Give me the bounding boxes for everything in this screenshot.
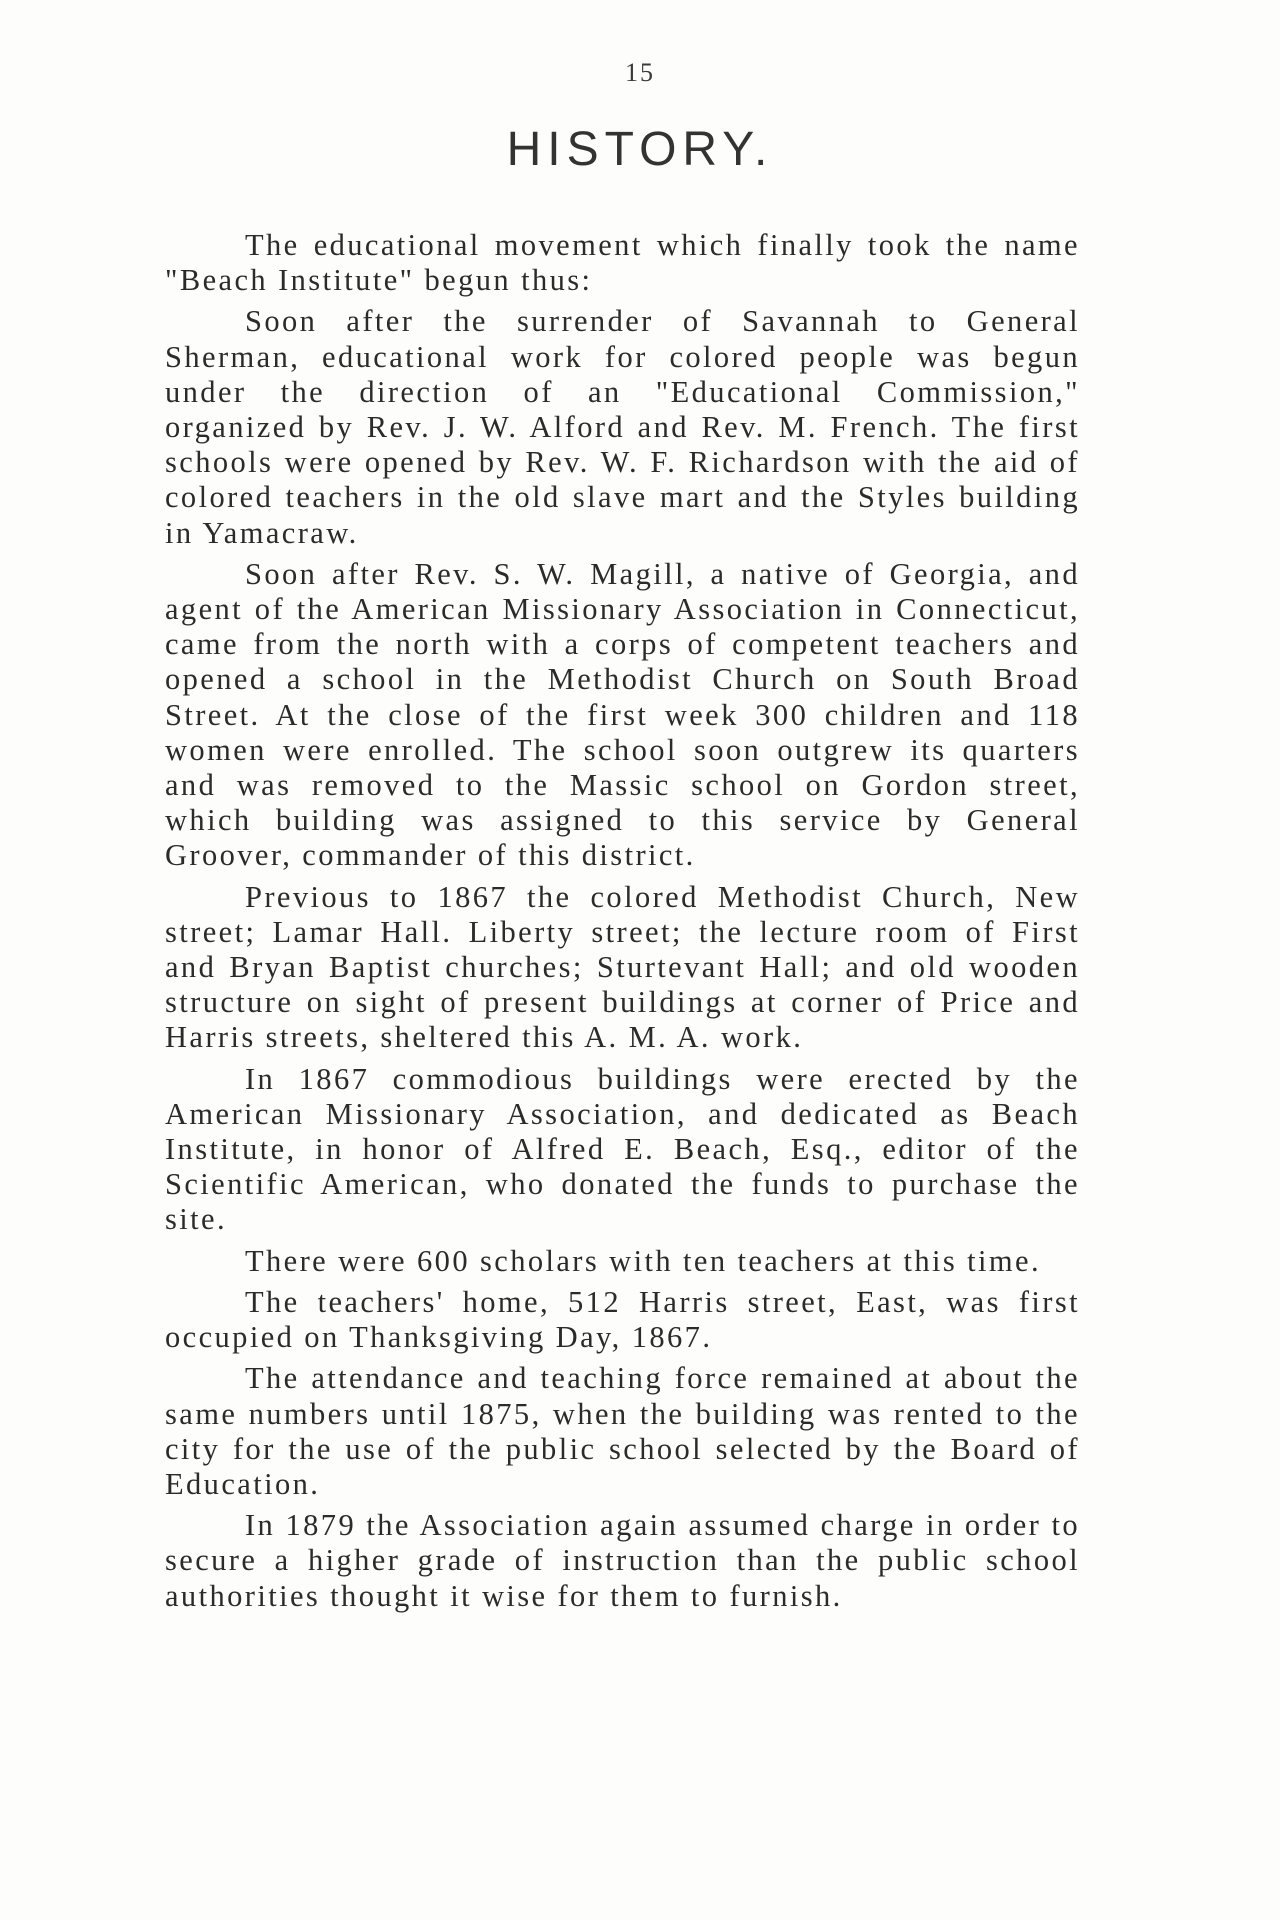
paragraph-building-rented: The attendance and teaching force remained at about the same numbers until 1875, when the building was rented to the city for the use of the public school selected by the Board of Education. bbox=[165, 1361, 1080, 1501]
paragraph-beach-institute-built: In 1867 commodious buildings were erected by the American Missionary Association, and dedicated as Beach Institute, in honor of Alfred E. Beach, Esq., editor of the Scientific American, who donated the funds to purchase the site. bbox=[165, 1061, 1080, 1237]
paragraph-association-resumes: In 1879 the Association again assumed charge in order to secure a higher grade of instruction than the public school authorities thought it wise for them to furnish. bbox=[165, 1508, 1080, 1613]
body-text bbox=[165, 228, 1080, 1620]
paragraph-teachers-home: The teachers' home, 512 Harris street, East, was first occupied on Thanksgiving Day, 1867. bbox=[165, 1284, 1080, 1355]
page-number: 15 bbox=[625, 58, 655, 87]
paragraph-previous-to-1867: Previous to 1867 the colored Methodist Church, New street; Lamar Hall. Liberty street; the lecture room of First and Bryan Baptist churches; Sturtevant Hall; and old wooden structure on sight of present buildings at corner of Price and Harris streets, sheltered this A. M. A. work. bbox=[165, 879, 1080, 1055]
paragraph-scholars-count: There were 600 scholars with ten teachers at this time. bbox=[245, 1243, 1041, 1278]
paragraph-intro: The educational movement which finally took the name "Beach Institute" begun thus: bbox=[165, 228, 1080, 298]
paragraph-magill-school: Soon after Rev. S. W. Magill, a native of Georgia, and agent of the American Missionary Association in Connecticut, came from the north with a corps of competent teachers and opened a school in the Methodist Church on South Broad Street. At the close of the first week 300 children and 118 women were enrolled. The school soon outgrew its quarters and was removed to the Massic school on Gordon street, which building was assigned to this service by General Groover, commander of this district. bbox=[165, 556, 1080, 873]
paragraph-surrender-of-savannah: Soon after the surrender of Savannah to General Sherman, educational work for colored people was begun under the direction of an "Educational Commission," organized by Rev. J. W. Alford and Rev. M. French. The first schools were opened by Rev. W. F. Richardson with the aid of colored teachers in the old slave mart and the Styles building in Yamacraw. bbox=[165, 304, 1080, 550]
page-title: HISTORY. bbox=[506, 123, 774, 176]
